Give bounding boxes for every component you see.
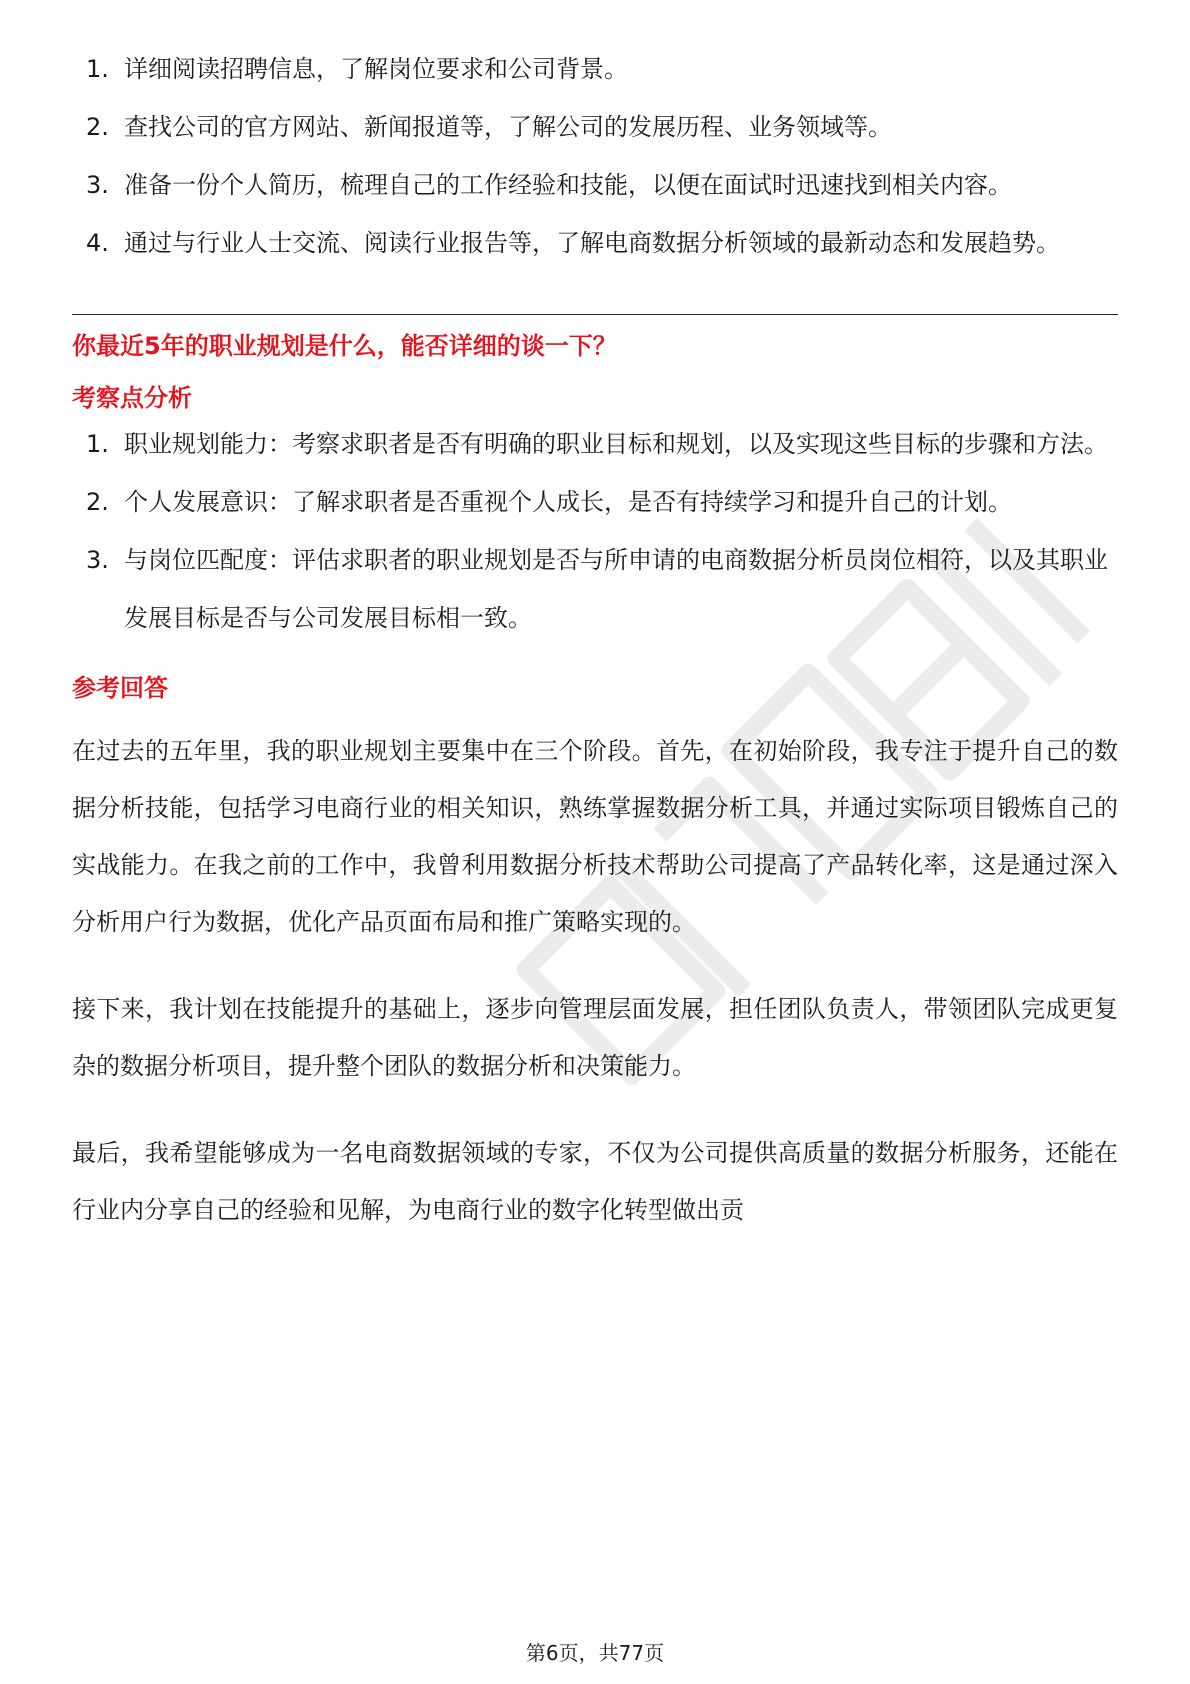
list-item-text: 个人发展意识：了解求职者是否重视个人成长，是否有持续学习和提升自己的计划。 — [124, 488, 1012, 516]
answer-paragraph-2: 接下来，我计划在技能提升的基础上，逐步向管理层面发展，担任团队负责人，带领团队完成更复杂的数据分析项目，提升整个团队的数据分析和决策能力。 — [72, 995, 1118, 1080]
list-item-number: 3. — [86, 546, 109, 574]
answer-heading: 参考回答 — [72, 674, 168, 702]
list-item-number: 1. — [86, 430, 109, 458]
list-item — [72, 40, 1118, 98]
list-item-text: 详细阅读招聘信息，了解岗位要求和公司背景。 — [124, 55, 628, 83]
list-item-number: 2. — [86, 113, 109, 141]
answer-paragraph-3: 最后，我希望能够成为一名电商数据领域的专家，不仅为公司提供高质量的数据分析服务，还能在行业内分享自己的经验和见解，为电商行业的数字化转型做出贡 — [72, 1139, 1118, 1224]
list-item-text: 查找公司的官方网站、新闻报道等，了解公司的发展历程、业务领域等。 — [124, 113, 892, 141]
list-item — [72, 156, 1118, 214]
analysis-heading: 考察点分析 — [72, 384, 192, 412]
interview-question: 你最近5年的职业规划是什么，能否详细的谈一下？ — [72, 332, 617, 360]
page-footer: 第6页，共77页 — [525, 1641, 665, 1665]
section-divider — [72, 314, 1118, 315]
list-item — [72, 98, 1118, 156]
analysis-list — [72, 415, 1118, 647]
list-item — [72, 415, 1118, 473]
list-item — [72, 531, 1118, 647]
list-item — [72, 473, 1118, 531]
list-item-text: 职业规划能力：考察求职者是否有明确的职业目标和规划，以及实现这些目标的步骤和方法。 — [124, 430, 1108, 458]
list-item-text: 与岗位匹配度：评估求职者的职业规划是否与所申请的电商数据分析员岗位相符，以及其职业发展目标是否与公司发展目标相一致。 — [124, 546, 1108, 632]
answer-paragraph-1: 在过去的五年里，我的职业规划主要集中在三个阶段。首先，在初始阶段，我专注于提升自己的数据分析技能，包括学习电商行业的相关知识，熟练掌握数据分析工具，并通过实际项目锻炼自己的实战能力。在我之前的工作中，我曾利用数据分析技术帮助公司提高了产品转化率，这是通过深入分析用户行为数据，优化产品页面布局和推广策略实现的。 — [72, 737, 1118, 936]
list-item-text: 准备一份个人简历，梳理自己的工作经验和技能，以便在面试时迅速找到相关内容。 — [124, 171, 1012, 199]
list-item — [72, 214, 1118, 272]
preparation-list — [72, 40, 1118, 272]
list-item-text: 通过与行业人士交流、阅读行业报告等，了解电商数据分析领域的最新动态和发展趋势。 — [124, 229, 1060, 257]
list-item-number: 4. — [86, 229, 109, 257]
list-item-number: 2. — [86, 488, 109, 516]
document-page — [72, 40, 1118, 1239]
list-item-number: 1. — [86, 55, 109, 83]
list-item-number: 3. — [86, 171, 109, 199]
